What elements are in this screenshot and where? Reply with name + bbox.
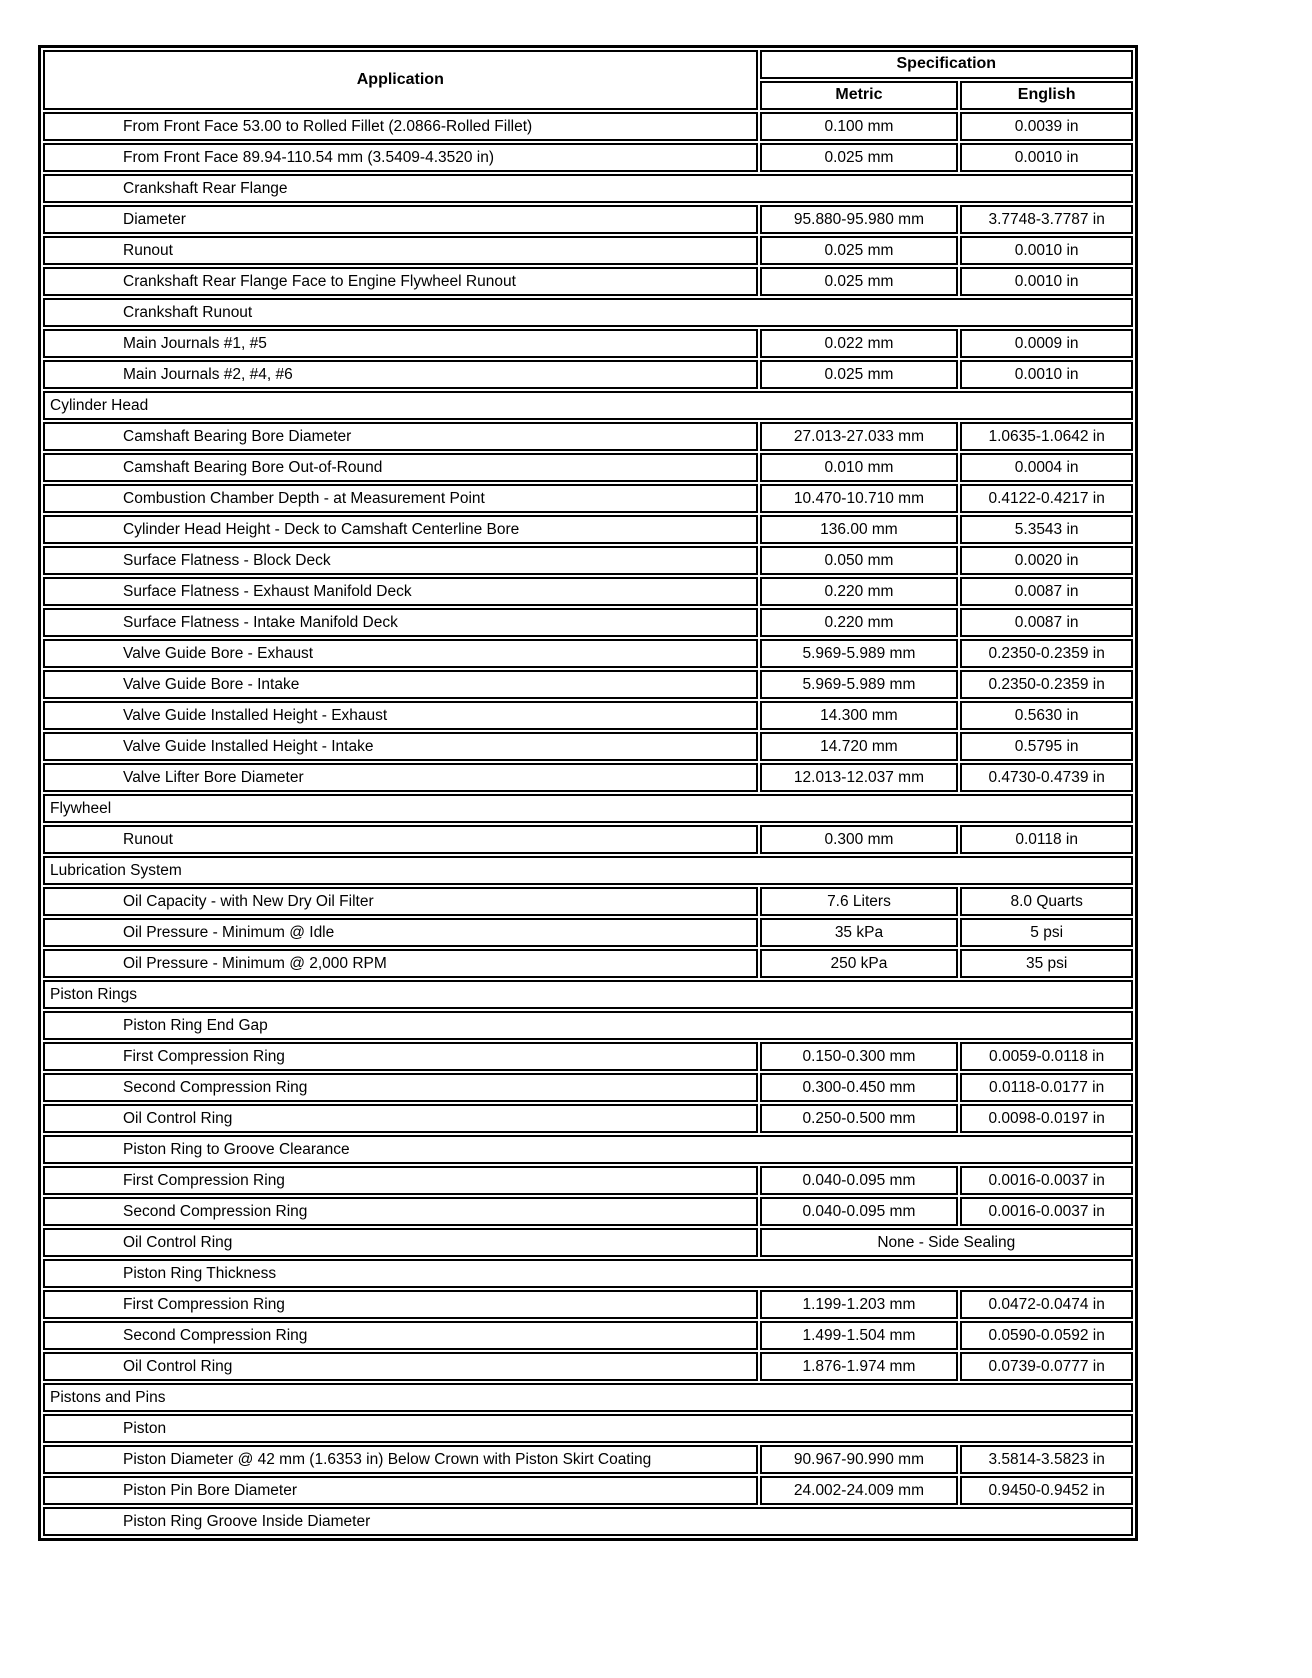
metric-value: 5.969-5.989 mm — [760, 639, 959, 668]
english-column-header: English — [960, 81, 1133, 110]
application-label: Runout — [43, 236, 758, 265]
metric-value: 0.300-0.450 mm — [760, 1073, 959, 1102]
spanned-specification-value: None - Side Sealing — [760, 1228, 1133, 1257]
section-label: Crankshaft Runout — [43, 298, 1133, 327]
english-value: 0.4730-0.4739 in — [960, 763, 1133, 792]
english-value: 0.0739-0.0777 in — [960, 1352, 1133, 1381]
metric-value: 0.025 mm — [760, 267, 959, 296]
metric-value: 0.025 mm — [760, 143, 959, 172]
application-label: First Compression Ring — [43, 1290, 758, 1319]
metric-value: 0.025 mm — [760, 360, 959, 389]
metric-value: 90.967-90.990 mm — [760, 1445, 959, 1474]
table-row — [43, 1073, 1133, 1102]
metric-value: 136.00 mm — [760, 515, 959, 544]
metric-value: 14.720 mm — [760, 732, 959, 761]
table-row — [43, 1445, 1133, 1474]
english-value: 0.0472-0.0474 in — [960, 1290, 1133, 1319]
english-value: 1.0635-1.0642 in — [960, 422, 1133, 451]
metric-value: 5.969-5.989 mm — [760, 670, 959, 699]
metric-value: 1.499-1.504 mm — [760, 1321, 959, 1350]
section-label: Flywheel — [43, 794, 1133, 823]
english-value: 0.0010 in — [960, 143, 1133, 172]
english-value: 0.0059-0.0118 in — [960, 1042, 1133, 1071]
section-row — [43, 856, 1133, 885]
english-value: 0.0016-0.0037 in — [960, 1197, 1133, 1226]
metric-value: 0.150-0.300 mm — [760, 1042, 959, 1071]
table-row — [43, 546, 1133, 575]
application-label: Valve Guide Installed Height - Exhaust — [43, 701, 758, 730]
metric-value: 0.040-0.095 mm — [760, 1197, 959, 1226]
section-label: Piston Ring End Gap — [43, 1011, 1133, 1040]
english-value: 3.7748-3.7787 in — [960, 205, 1133, 234]
english-value: 0.0004 in — [960, 453, 1133, 482]
table-row — [43, 360, 1133, 389]
application-label: Oil Capacity - with New Dry Oil Filter — [43, 887, 758, 916]
english-value: 0.0010 in — [960, 360, 1133, 389]
metric-value: 12.013-12.037 mm — [760, 763, 959, 792]
metric-value: 0.100 mm — [760, 112, 959, 141]
section-label: Piston Ring to Groove Clearance — [43, 1135, 1133, 1164]
english-value: 5.3543 in — [960, 515, 1133, 544]
metric-value: 0.250-0.500 mm — [760, 1104, 959, 1133]
section-row — [43, 174, 1133, 203]
application-label: Second Compression Ring — [43, 1073, 758, 1102]
english-value: 0.0118-0.0177 in — [960, 1073, 1133, 1102]
table-row — [43, 949, 1133, 978]
english-value: 8.0 Quarts — [960, 887, 1133, 916]
english-value: 0.0098-0.0197 in — [960, 1104, 1133, 1133]
metric-value: 10.470-10.710 mm — [760, 484, 959, 513]
table-row — [43, 1290, 1133, 1319]
header-row-1 — [43, 50, 1133, 79]
application-label: Cylinder Head Height - Deck to Camshaft Centerline Bore — [43, 515, 758, 544]
section-label: Pistons and Pins — [43, 1383, 1133, 1412]
metric-value: 1.199-1.203 mm — [760, 1290, 959, 1319]
application-label: Surface Flatness - Block Deck — [43, 546, 758, 575]
table-row — [43, 918, 1133, 947]
english-value: 0.0016-0.0037 in — [960, 1166, 1133, 1195]
table-row — [43, 422, 1133, 451]
application-label: Oil Control Ring — [43, 1228, 758, 1257]
table-row — [43, 143, 1133, 172]
metric-value: 7.6 Liters — [760, 887, 959, 916]
application-label: Oil Control Ring — [43, 1104, 758, 1133]
table-row — [43, 1166, 1133, 1195]
application-label: Piston Pin Bore Diameter — [43, 1476, 758, 1505]
table-row — [43, 1197, 1133, 1226]
application-label: Camshaft Bearing Bore Out-of-Round — [43, 453, 758, 482]
section-label: Piston Ring Thickness — [43, 1259, 1133, 1288]
metric-value: 0.022 mm — [760, 329, 959, 358]
application-label: Valve Guide Bore - Intake — [43, 670, 758, 699]
table-row — [43, 887, 1133, 916]
english-value: 0.0039 in — [960, 112, 1133, 141]
application-label: Runout — [43, 825, 758, 854]
application-label: Camshaft Bearing Bore Diameter — [43, 422, 758, 451]
table-row — [43, 205, 1133, 234]
metric-value: 1.876-1.974 mm — [760, 1352, 959, 1381]
section-row — [43, 1414, 1133, 1443]
table-row — [43, 453, 1133, 482]
english-value: 0.0010 in — [960, 267, 1133, 296]
application-label: Surface Flatness - Intake Manifold Deck — [43, 608, 758, 637]
section-row — [43, 794, 1133, 823]
english-value: 3.5814-3.5823 in — [960, 1445, 1133, 1474]
application-label: Piston Diameter @ 42 mm (1.6353 in) Below Crown with Piston Skirt Coating — [43, 1445, 758, 1474]
english-value: 0.0118 in — [960, 825, 1133, 854]
specification-column-header: Specification — [760, 50, 1133, 79]
section-row — [43, 298, 1133, 327]
table-row — [43, 484, 1133, 513]
application-label: Diameter — [43, 205, 758, 234]
english-value: 5 psi — [960, 918, 1133, 947]
table-row — [43, 1321, 1133, 1350]
section-row — [43, 1259, 1133, 1288]
english-value: 0.0087 in — [960, 577, 1133, 606]
english-value: 0.0087 in — [960, 608, 1133, 637]
application-label: Second Compression Ring — [43, 1321, 758, 1350]
table-row — [43, 763, 1133, 792]
application-label: Surface Flatness - Exhaust Manifold Deck — [43, 577, 758, 606]
english-value: 0.5795 in — [960, 732, 1133, 761]
table-row — [43, 1104, 1133, 1133]
application-label: Valve Lifter Bore Diameter — [43, 763, 758, 792]
table-row — [43, 329, 1133, 358]
table-row — [43, 1042, 1133, 1071]
application-label: Oil Pressure - Minimum @ Idle — [43, 918, 758, 947]
section-label: Lubrication System — [43, 856, 1133, 885]
table-row — [43, 515, 1133, 544]
table-row — [43, 701, 1133, 730]
table-row — [43, 1476, 1133, 1505]
section-label: Piston Rings — [43, 980, 1133, 1009]
section-row — [43, 1135, 1133, 1164]
english-value: 0.0009 in — [960, 329, 1133, 358]
metric-value: 0.220 mm — [760, 608, 959, 637]
section-row — [43, 1383, 1133, 1412]
table-row — [43, 267, 1133, 296]
metric-value: 0.050 mm — [760, 546, 959, 575]
application-label: Oil Pressure - Minimum @ 2,000 RPM — [43, 949, 758, 978]
metric-value: 95.880-95.980 mm — [760, 205, 959, 234]
metric-value: 0.040-0.095 mm — [760, 1166, 959, 1195]
application-label: Main Journals #1, #5 — [43, 329, 758, 358]
metric-value: 27.013-27.033 mm — [760, 422, 959, 451]
application-label: Main Journals #2, #4, #6 — [43, 360, 758, 389]
table-row — [43, 732, 1133, 761]
application-label: Second Compression Ring — [43, 1197, 758, 1226]
english-value: 0.0010 in — [960, 236, 1133, 265]
table-row — [43, 577, 1133, 606]
application-label: Valve Guide Installed Height - Intake — [43, 732, 758, 761]
application-label: First Compression Ring — [43, 1042, 758, 1071]
metric-value: 0.025 mm — [760, 236, 959, 265]
section-row — [43, 1507, 1133, 1536]
table-row — [43, 236, 1133, 265]
application-label: First Compression Ring — [43, 1166, 758, 1195]
english-value: 35 psi — [960, 949, 1133, 978]
english-value: 0.4122-0.4217 in — [960, 484, 1133, 513]
metric-column-header: Metric — [760, 81, 959, 110]
metric-value: 14.300 mm — [760, 701, 959, 730]
english-value: 0.0590-0.0592 in — [960, 1321, 1133, 1350]
application-label: Crankshaft Rear Flange Face to Engine Flywheel Runout — [43, 267, 758, 296]
english-value: 0.2350-0.2359 in — [960, 670, 1133, 699]
table-row — [43, 1352, 1133, 1381]
english-value: 0.0020 in — [960, 546, 1133, 575]
english-value: 0.5630 in — [960, 701, 1133, 730]
table-row — [43, 112, 1133, 141]
application-label: Combustion Chamber Depth - at Measurement Point — [43, 484, 758, 513]
metric-value: 250 kPa — [760, 949, 959, 978]
application-label: Oil Control Ring — [43, 1352, 758, 1381]
english-value: 0.2350-0.2359 in — [960, 639, 1133, 668]
table-row — [43, 670, 1133, 699]
application-label: From Front Face 53.00 to Rolled Fillet (2.0866-Rolled Fillet) — [43, 112, 758, 141]
metric-value: 24.002-24.009 mm — [760, 1476, 959, 1505]
metric-value: 35 kPa — [760, 918, 959, 947]
specification-table — [38, 45, 1138, 1541]
section-row — [43, 980, 1133, 1009]
section-label: Crankshaft Rear Flange — [43, 174, 1133, 203]
table-row — [43, 1228, 1133, 1257]
section-label: Piston Ring Groove Inside Diameter — [43, 1507, 1133, 1536]
metric-value: 0.220 mm — [760, 577, 959, 606]
table-row — [43, 608, 1133, 637]
application-label: Valve Guide Bore - Exhaust — [43, 639, 758, 668]
metric-value: 0.010 mm — [760, 453, 959, 482]
section-row — [43, 391, 1133, 420]
section-label: Piston — [43, 1414, 1133, 1443]
application-label: From Front Face 89.94-110.54 mm (3.5409-4.3520 in) — [43, 143, 758, 172]
table-row — [43, 639, 1133, 668]
table-header — [43, 50, 1133, 110]
section-row — [43, 1011, 1133, 1040]
section-label: Cylinder Head — [43, 391, 1133, 420]
english-value: 0.9450-0.9452 in — [960, 1476, 1133, 1505]
application-column-header: Application — [43, 50, 758, 110]
table-row — [43, 825, 1133, 854]
table-body — [43, 112, 1133, 1536]
metric-value: 0.300 mm — [760, 825, 959, 854]
